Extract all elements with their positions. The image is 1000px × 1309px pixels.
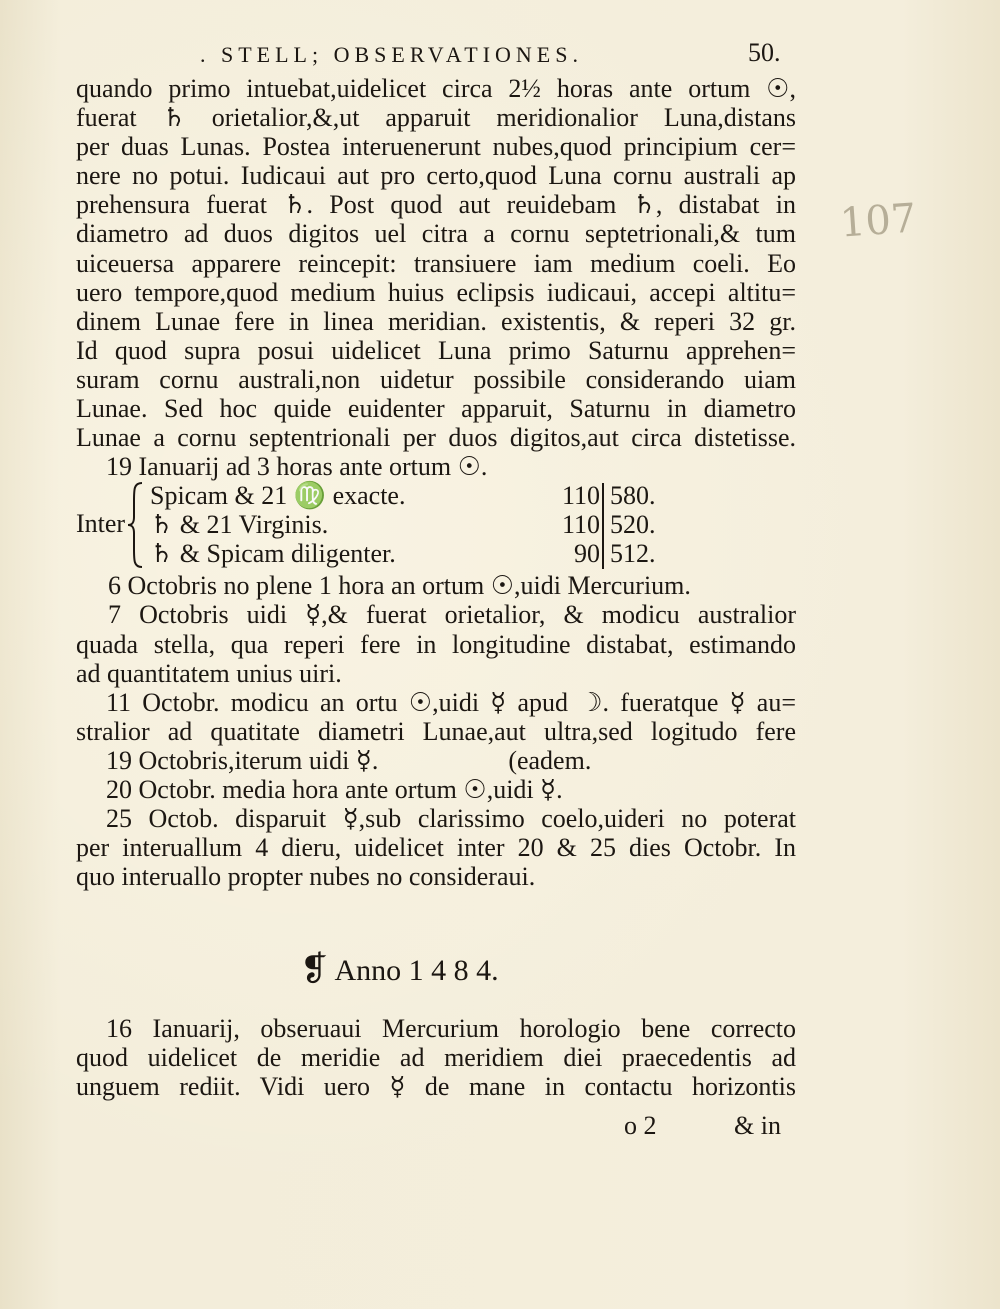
table-cell-value-2: 512. — [610, 539, 656, 569]
text-line: nere no potui. Iudicaui aut pro certo,quod Luna cornu australi ap — [76, 161, 796, 191]
text-line: suram cornu australi,non uidetur possibile considerando uiam — [76, 364, 796, 394]
margin-annotation: 107 — [838, 195, 918, 247]
table-cell-value-1: 90 — [574, 539, 600, 569]
text-line: quada stella, qua reperi fere in longitudine distabat, estimando — [76, 629, 796, 659]
text-line: 16 Ianuarij, obseruaui Mercurium horologio bene correcto — [106, 1014, 796, 1043]
text-line: quando primo intuebat,uidelicet circa 2½ horas ante ortum ☉, — [76, 74, 796, 103]
table-cell-value-2: 580. — [610, 481, 656, 511]
curly-brace-icon — [126, 481, 146, 569]
text-line: Lunae a cornu septentrionali per duos digitos,aut circa distetisse. — [76, 423, 796, 453]
table-brace-label: Inter — [76, 509, 126, 539]
text-line: uiceuersa apparere reincepit: transiuere iam medium coeli. Eo — [76, 248, 796, 278]
table-cell-value-1: 110 — [561, 481, 600, 511]
text-line: 19 Octobris,iterum uidi ☿. (eadem. — [106, 745, 592, 775]
running-head: . STELL; OBSERVATIONES. — [200, 42, 583, 67]
text-line: Id quod supra posui uidelicet Luna primo Saturnu apprehen= — [76, 335, 796, 365]
text-line: per duas Lunas. Postea interuenerunt nubes,quod principium cer= — [76, 132, 796, 162]
table-row-object: ♄ & Spicam diligenter. — [150, 539, 396, 569]
text-line: stralior ad quatitate diametri Lunae,aut ultra,sed logitudo fere — [76, 716, 796, 746]
main-text-block — [76, 74, 796, 891]
text-line: quo interuallo propter nubes no consideraui. — [76, 862, 536, 892]
table-intro: 19 Ianuarij ad 3 horas ante ortum ☉. — [106, 452, 488, 482]
text-line: 25 Octob. disparuit ☿,sub clarissimo coelo,uideri no poterat — [106, 804, 796, 834]
section-heading — [300, 950, 499, 991]
paragraph-3 — [76, 1014, 796, 1101]
section-heading-text: Anno 1 4 8 4. — [334, 954, 499, 987]
text-line: per interuallum 4 dieru, uidelicet inter 20 & 25 dies Octobr. In — [76, 833, 796, 863]
signature-mark: o 2 — [624, 1111, 657, 1140]
text-line: fuerat ♄ orietalior,&,ut apparuit meridionalior Luna,distans — [76, 103, 796, 133]
text-line: 6 Octobris no plene 1 hora an ortum ☉,uidi Mercurium. — [108, 571, 691, 601]
paragraph-2 — [76, 571, 796, 891]
text-line: prehensura fuerat ♄. Post quod aut reuidebam ♄, distabat in — [76, 190, 796, 220]
table-row-object: Spicam & 21 ♍ exacte. — [150, 481, 406, 511]
text-line: ad quantitatem unius uiri. — [76, 658, 342, 688]
text-line: quod uidelicet de meridie ad meridiem diei praecedentis ad — [76, 1043, 796, 1073]
table-row-object: ♄ & 21 Virginis. — [150, 510, 329, 540]
table-cell-value-1: 110 — [561, 510, 600, 540]
paragraph-1 — [76, 74, 796, 452]
text-line: uero tempore,quod medium huius eclipsis iudicaui, accepi altitu= — [76, 277, 796, 307]
text-line: diametro ad duos digitos uel citra a cornu septetrionali,& tum — [76, 219, 796, 249]
catchword: & in — [734, 1111, 781, 1140]
text-line: Lunae. Sed hoc quide euidenter apparuit, Saturnu in diametro — [76, 394, 796, 424]
pilcrow-icon: ❡ — [300, 951, 329, 988]
text-line: dinem Lunae fere in linea meridian. existentis, & reperi 32 gr. — [76, 306, 796, 336]
page-number: 50. — [748, 38, 781, 67]
table-cell-value-2: 520. — [610, 510, 656, 540]
table-column-rule — [602, 483, 604, 569]
text-line: 11 Octobr. modicu an ortu ☉,uidi ☿ apud ☽. fueratque ☿ au= — [106, 687, 796, 717]
text-line: 7 Octobris uidi ☿,& fuerat orietalior, & modicu australior — [108, 600, 796, 630]
text-line: unguem rediit. Vidi uero ☿ de mane in contactu horizontis — [76, 1072, 796, 1102]
distance-table — [76, 481, 796, 571]
text-line: 20 Octobr. media hora ante ortum ☉,uidi ☿. — [106, 774, 563, 804]
